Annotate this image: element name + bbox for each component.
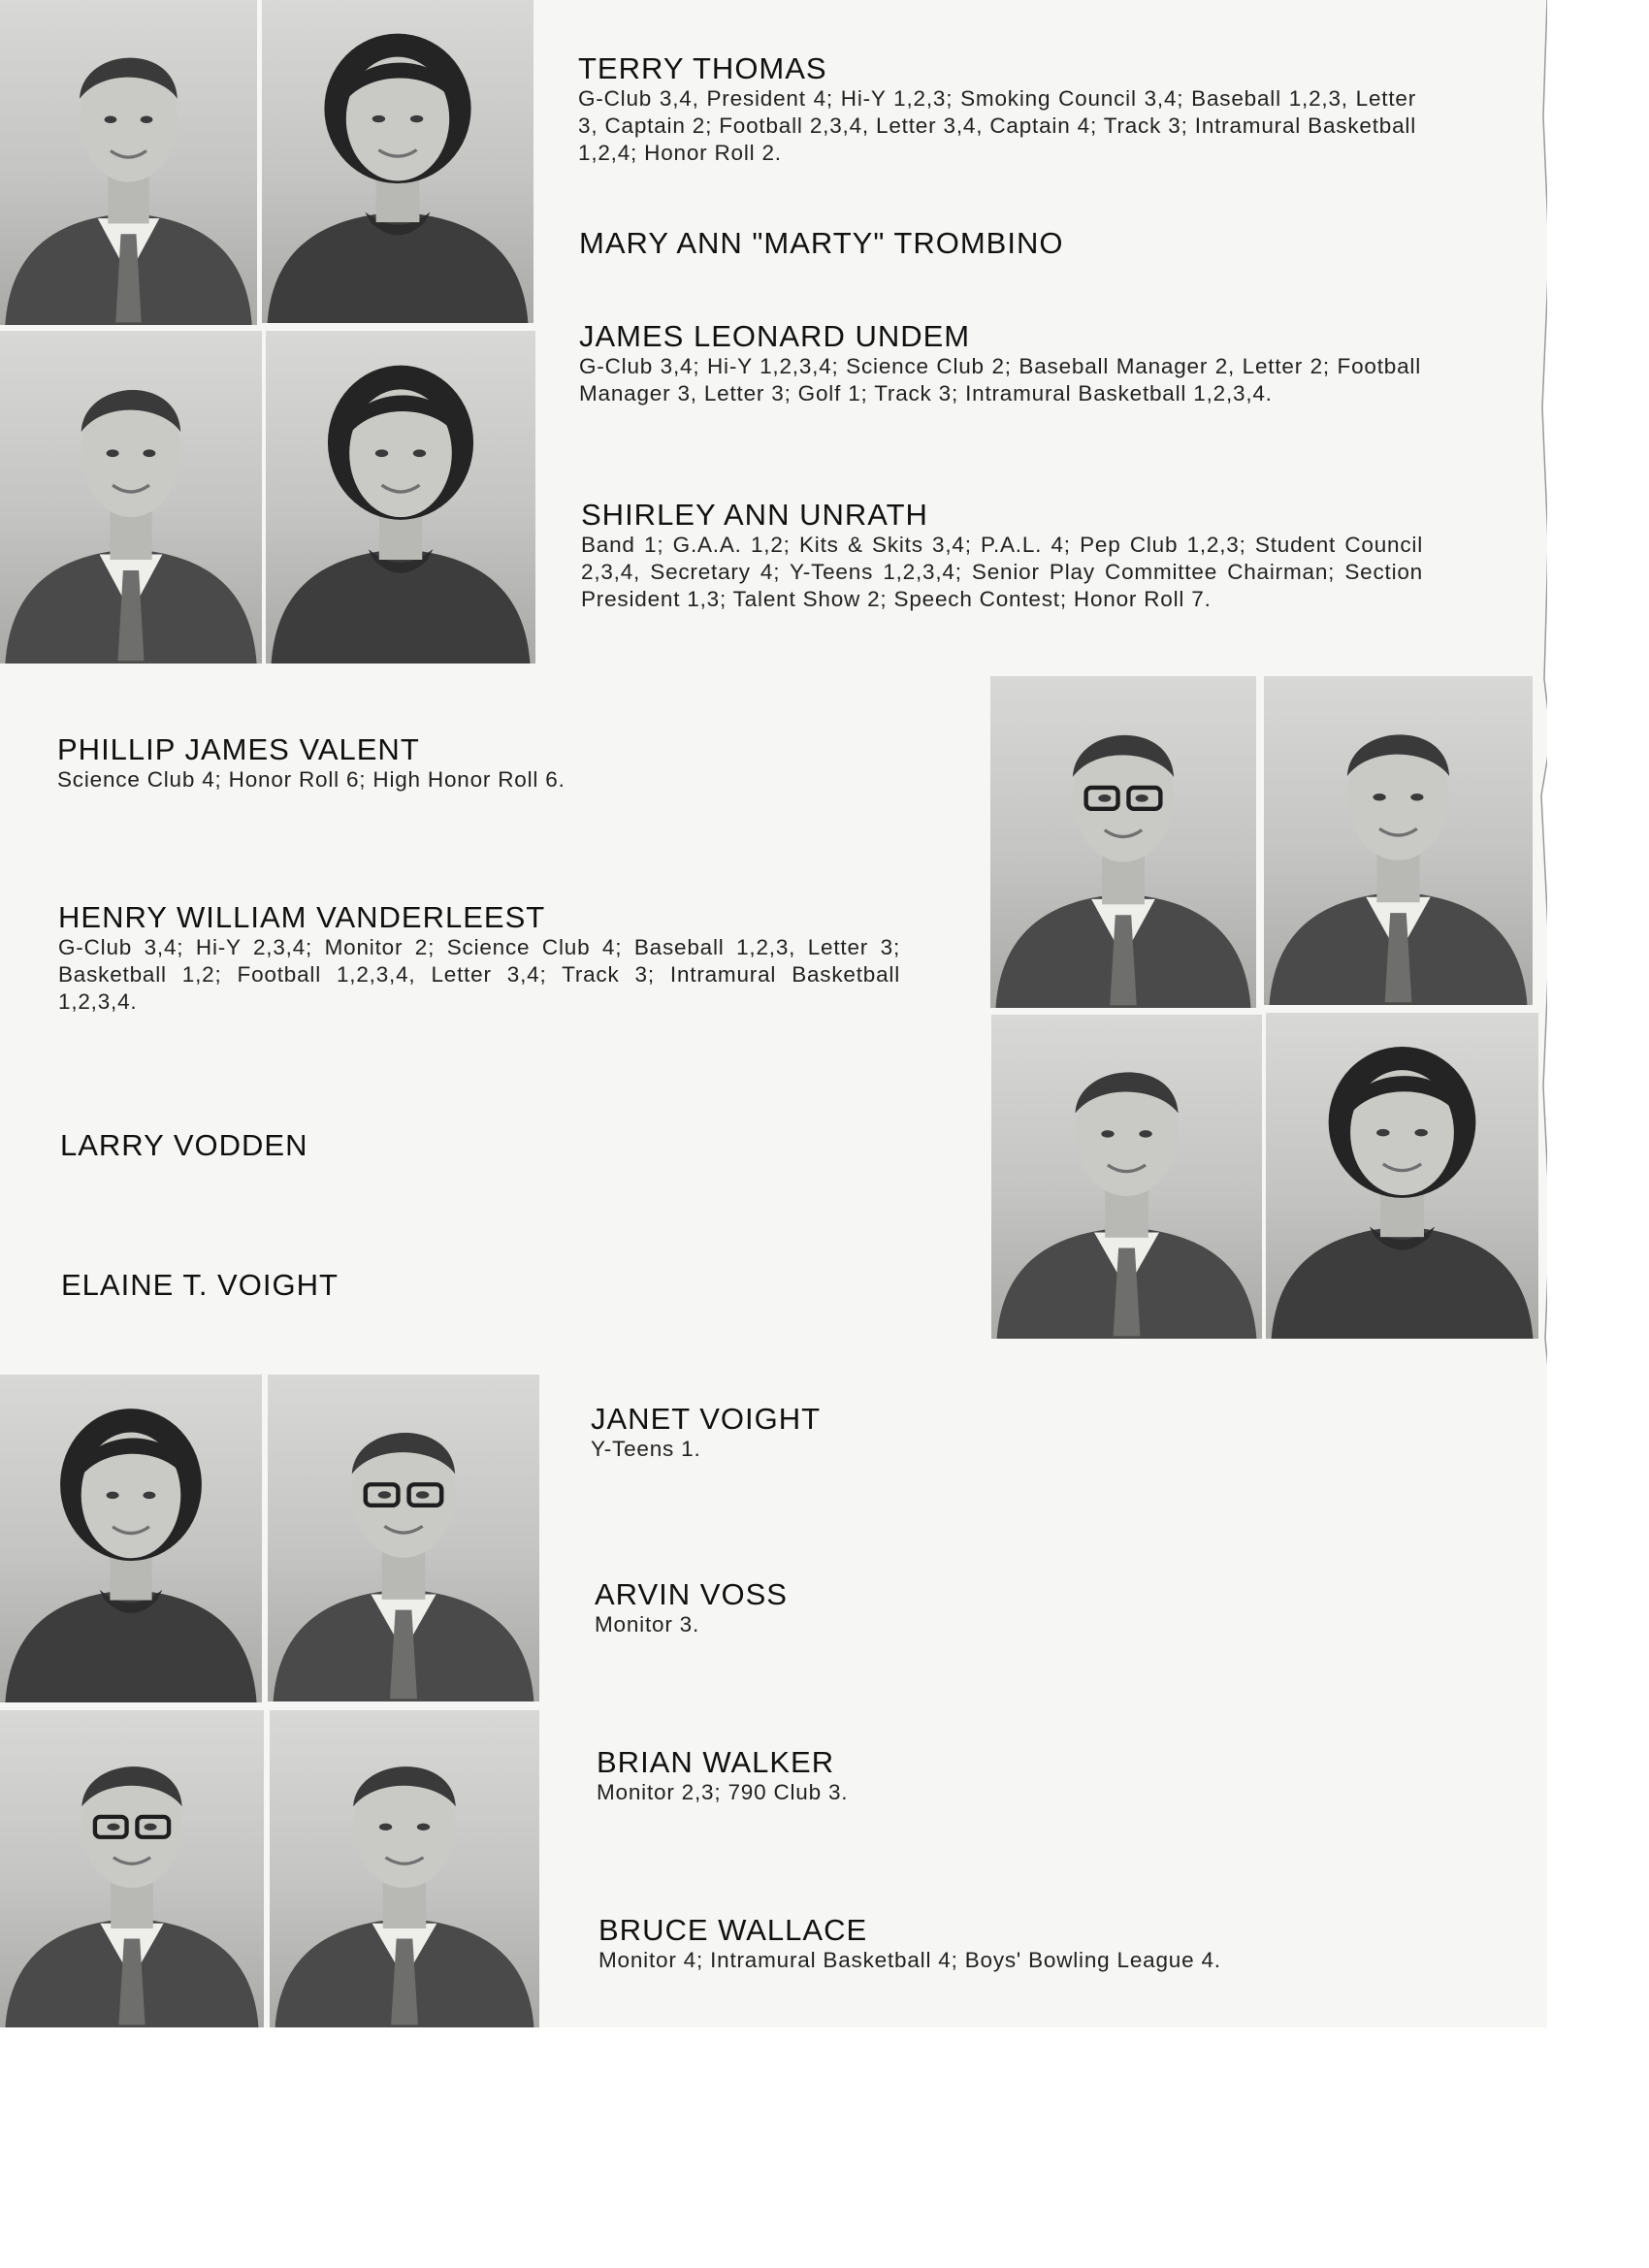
student-activities: G-Club 3,4, President 4; Hi-Y 1,2,3; Smoking Council 3,4; Baseball 1,2,3, Letter 3, Captain 2; Football 2,3,4, Letter 3,4, Captain 4; Track 3; Intramural Basketball 1,2,4; Honor Roll 2. (578, 86, 1416, 165)
eye-left (375, 449, 388, 457)
student-name: PHILLIP JAMES VALENT (57, 732, 420, 766)
eye-left (1373, 794, 1385, 801)
student-name: BRUCE WALLACE (598, 1913, 868, 1947)
eye-left (378, 1491, 391, 1499)
student-name: SHIRLEY ANN UNRATH (581, 498, 928, 532)
portrait-larry-vodden (991, 1015, 1262, 1339)
portrait-phillip-james-valent (990, 676, 1256, 1008)
student-name: BRIAN WALKER (597, 1745, 835, 1779)
eye-left (1376, 1129, 1389, 1137)
scan-margin (0, 2027, 1649, 2268)
student-name: JANET VOIGHT (591, 1402, 822, 1436)
entry-phillip-james-valent (57, 733, 911, 794)
portrait-image (0, 331, 262, 664)
eye-left (107, 1824, 119, 1831)
portrait-brian-walker (0, 1710, 264, 2027)
entry-terry-thomas (578, 52, 1416, 167)
eye-right (141, 116, 153, 124)
eye-right (143, 1492, 155, 1500)
entry-arvin-voss (595, 1578, 1274, 1638)
portrait-image (270, 1710, 539, 2027)
student-activities: Monitor 3. (595, 1612, 700, 1636)
portrait-image (0, 1710, 264, 2027)
eye-right (413, 449, 426, 457)
student-name: HENRY WILLIAM VANDERLEEST (58, 900, 546, 934)
eye-right (1410, 794, 1423, 801)
student-name: JAMES LEONARD UNDEM (579, 319, 971, 353)
student-activities: Band 1; G.A.A. 1,2; Kits & Skits 3,4; P.A.L. 4; Pep Club 1,2,3; Student Council 2,3,4, Secretary 4; Y-Teens 1,2,3,4; Senior Play Committee Chairman; Section President 1,3; Talent Show 2; Speech Contest; Honor Roll 7. (581, 533, 1423, 611)
portrait-image (0, 0, 257, 325)
student-name: TERRY THOMAS (578, 51, 827, 85)
eye-left (107, 1492, 119, 1500)
portrait-image (990, 676, 1256, 1008)
portrait-bruce-wallace (270, 1710, 539, 2027)
eye-left (1098, 794, 1111, 802)
portrait-image (1264, 676, 1533, 1005)
student-activities: Monitor 4; Intramural Basketball 4; Boys' Bowling League 4. (598, 1948, 1221, 1972)
student-activities: G-Club 3,4; Hi-Y 1,2,3,4; Science Club 2; Baseball Manager 2, Letter 2; Football Manager 3, Letter 3; Golf 1; Track 3; Intramural Basketball 1,2,3,4. (579, 354, 1421, 405)
student-name: ARVIN VOSS (595, 1577, 788, 1611)
student-name: LARRY VODDEN (60, 1128, 308, 1162)
student-activities: Y-Teens 1. (591, 1437, 701, 1461)
portrait-image (268, 1375, 539, 1701)
portrait-james-leonard-undem (0, 331, 262, 664)
portrait-image (262, 0, 534, 323)
entry-henry-william-vanderleest (58, 901, 900, 1016)
student-activities: Monitor 2,3; 790 Club 3. (597, 1780, 849, 1804)
eye-right (1414, 1129, 1427, 1137)
student-activities: G-Club 3,4; Hi-Y 2,3,4; Monitor 2; Science Club 4; Baseball 1,2,3, Letter 3; Basketball 1,2; Football 1,2,3,4, Letter 3,4; Track 3; Intramural Basketball 1,2,3,4. (58, 935, 900, 1014)
portrait-image (1266, 1013, 1538, 1339)
entry-james-leonard-undem (579, 320, 1421, 407)
entry-mary-ann-trombino (579, 227, 1417, 260)
entry-larry-vodden (60, 1129, 642, 1162)
portrait-terry-thomas (0, 0, 257, 325)
eye-left (372, 115, 385, 122)
eye-right (1136, 794, 1148, 802)
portrait-image (991, 1015, 1262, 1339)
student-name: MARY ANN "MARTY" TROMBINO (579, 226, 1064, 260)
portrait-janet-voight (0, 1375, 262, 1702)
eye-right (410, 115, 423, 122)
entry-brian-walker (597, 1746, 1276, 1806)
torn-page-edge (1528, 0, 1547, 2027)
portrait-image (266, 331, 535, 664)
eye-right (145, 1824, 157, 1831)
student-name: ELAINE T. VOIGHT (61, 1268, 339, 1302)
entry-shirley-ann-unrath (581, 499, 1423, 613)
eye-left (107, 449, 119, 457)
eye-left (379, 1824, 392, 1831)
portrait-shirley-ann-unrath (266, 331, 535, 664)
entry-bruce-wallace (598, 1914, 1374, 1974)
eye-right (417, 1824, 430, 1831)
eye-right (1139, 1130, 1151, 1137)
portrait-arvin-voss (268, 1375, 539, 1701)
entry-elaine-t-voight (61, 1269, 643, 1302)
eye-left (105, 116, 117, 124)
portrait-elaine-t-voight (1266, 1013, 1538, 1339)
portrait-mary-ann-trombino (262, 0, 534, 323)
eye-right (143, 449, 155, 457)
entry-janet-voight (591, 1403, 1270, 1463)
eye-left (1101, 1130, 1114, 1137)
eye-right (416, 1491, 429, 1499)
student-activities: Science Club 4; Honor Roll 6; High Honor Roll 6. (57, 767, 566, 792)
portrait-henry-william-vanderleest (1264, 676, 1533, 1005)
portrait-image (0, 1375, 262, 1702)
